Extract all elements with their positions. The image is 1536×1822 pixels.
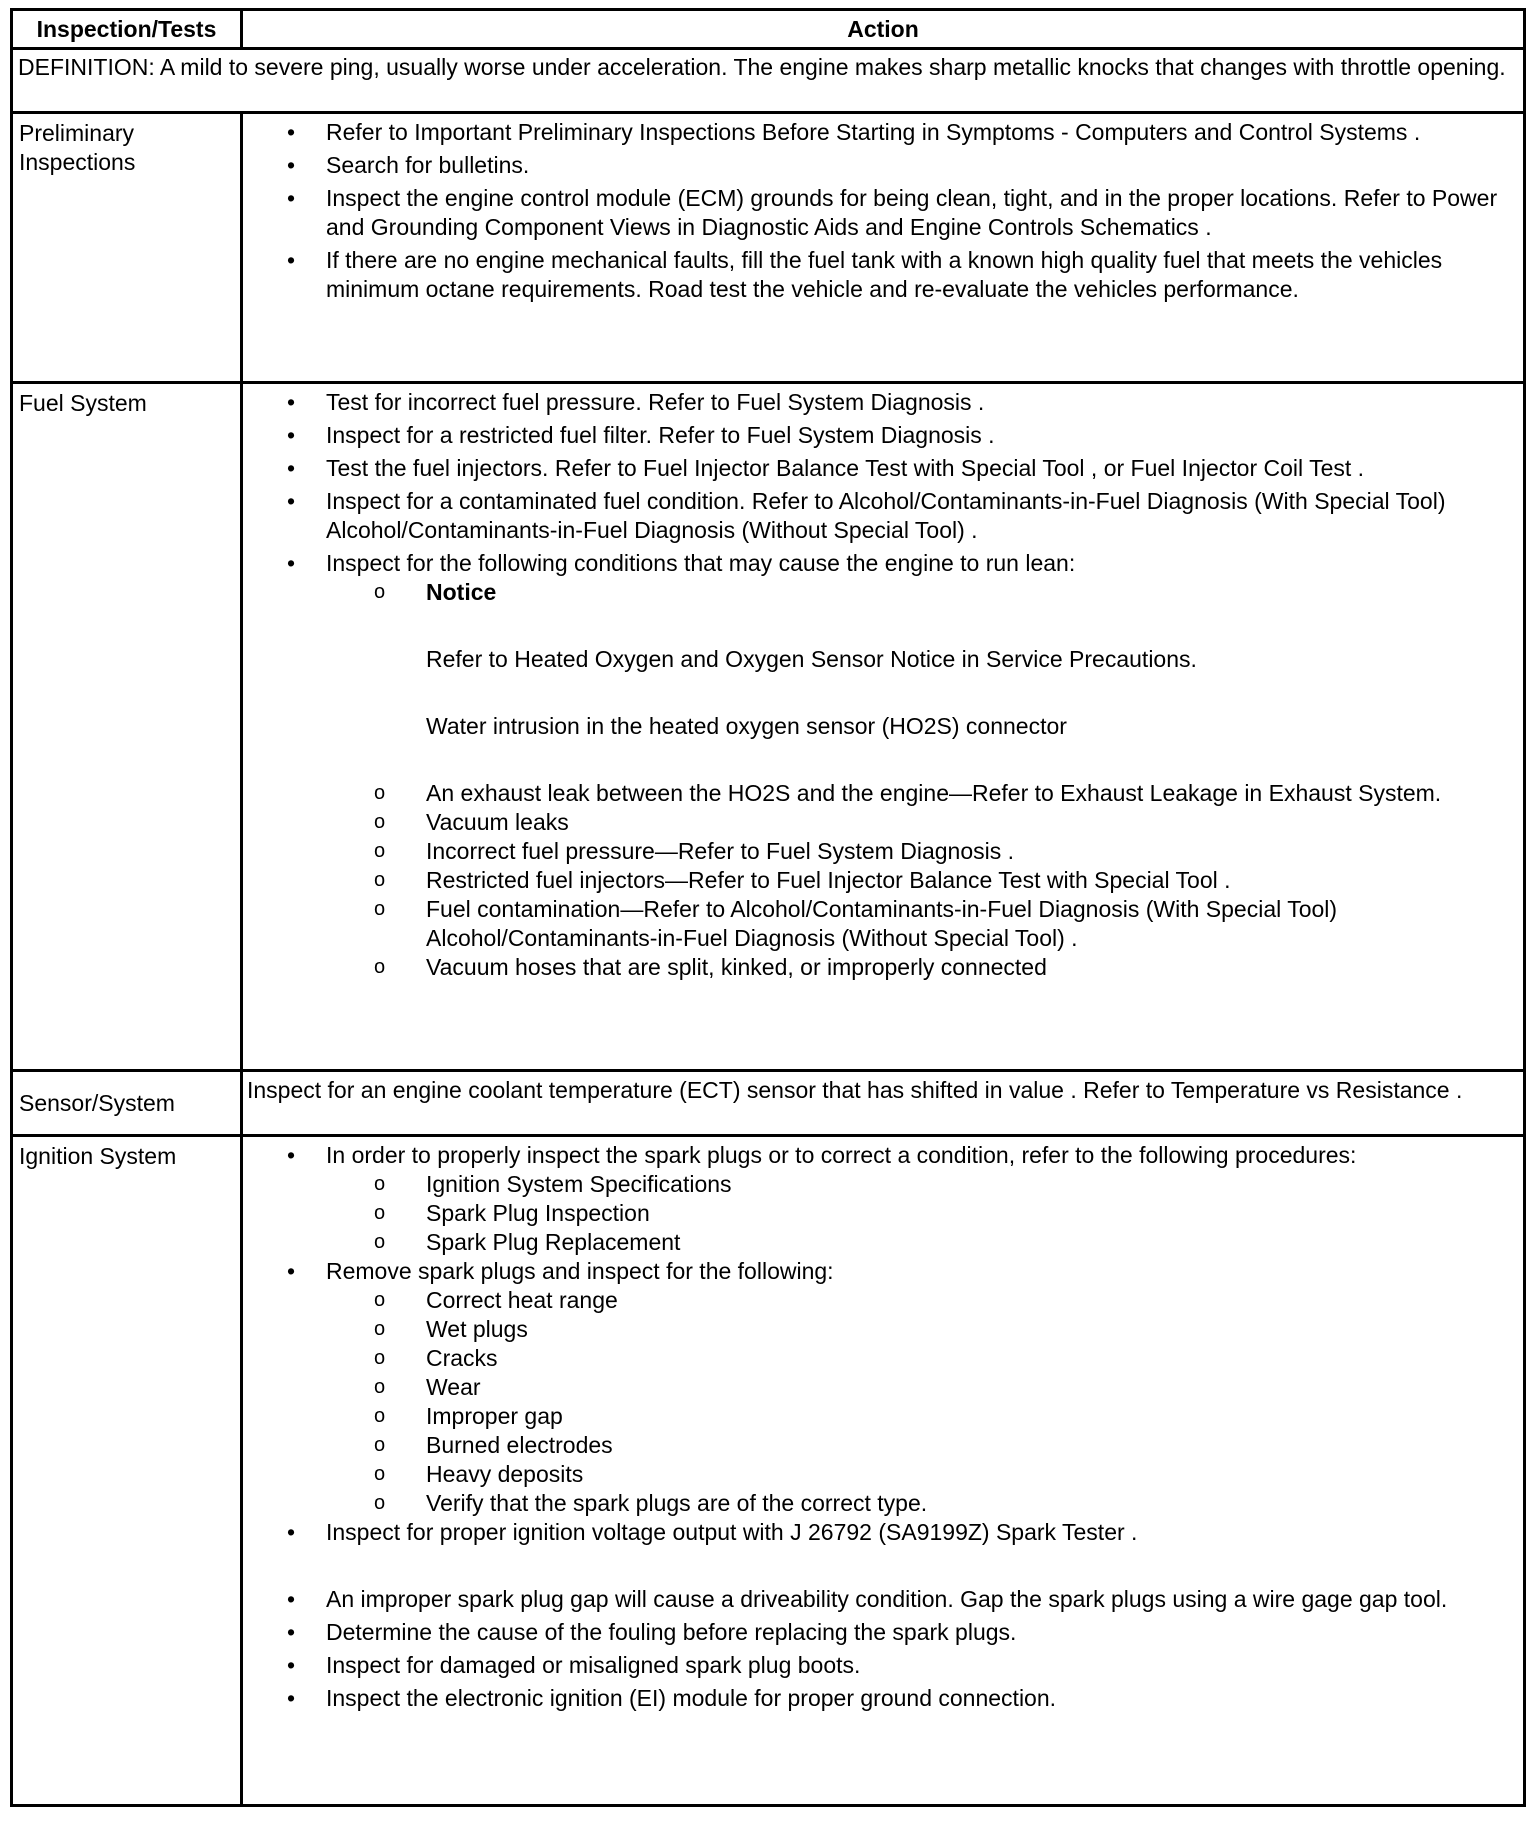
- list-item: o Cracks: [374, 1345, 498, 1371]
- list-item: • Remove spark plugs and inspect for the following: o Correct heat range o Wet plugs o Cracks o Wear o Improper gap o Burned electrodes o Heavy deposits o Verify that the spark plugs are of the correct type.: [243, 1257, 1519, 1518]
- list-item: o Wear: [374, 1374, 481, 1400]
- table-row: [12, 1071, 1525, 1136]
- list-item: o Fuel contamination—Refer to Alcohol/Contaminants-in-Fuel Diagnosis (With Special Tool) Alcohol/Contaminants-in-Fuel Diagnosis (Without Special Tool) .: [374, 896, 1338, 951]
- row-label-preliminary: Preliminary Inspections: [12, 113, 242, 383]
- header-action: Action: [242, 10, 1525, 49]
- list-item: o Correct heat range: [374, 1287, 618, 1313]
- list-item: o Vacuum leaks: [374, 809, 569, 835]
- list-item: o An exhaust leak between the HO2S and the engine—Refer to Exhaust Leakage in Exhaust System.: [374, 780, 1442, 806]
- table-header-row: [12, 10, 1525, 49]
- sensor-system-action: Inspect for an engine coolant temperature (ECT) sensor that has shifted in value . Refer to Temperature vs Resistance .: [242, 1071, 1525, 1136]
- notice-text: Refer to Heated Oxygen and Oxygen Sensor Notice in Service Precautions.: [426, 646, 1197, 672]
- notice-item: o Notice Refer to Heated Oxygen and Oxygen Sensor Notice in Service Precautions. Water intrusion in the heated oxygen sensor (HO2S) connector: [326, 578, 1519, 741]
- list-item: o Heavy deposits: [374, 1461, 584, 1487]
- list-item: • Inspect the engine control module (ECM) grounds for being clean, tight, and in the proper locations. Refer to Power and Grounding Component Views in Diagnostic Aids and Engine Controls Schematics .: [287, 185, 1498, 240]
- table-row: [12, 113, 1525, 383]
- header-inspection-tests: Inspection/Tests: [12, 10, 242, 49]
- list-item: • Test the fuel injectors. Refer to Fuel Injector Balance Test with Special Tool , or Fuel Injector Coil Test .: [287, 455, 1365, 481]
- spark-knock-table: [10, 8, 1526, 1807]
- table-row: [12, 1136, 1525, 1806]
- diagnostic-table-page: [10, 8, 1526, 1807]
- list-item: • Refer to Important Preliminary Inspections Before Starting in Symptoms - Computers and Control Systems .: [287, 119, 1421, 145]
- list-item: o Ignition System Specifications: [374, 1171, 732, 1197]
- list-item: • An improper spark plug gap will cause a driveability condition. Gap the spark plugs using a wire gage gap tool.: [287, 1586, 1448, 1612]
- water-intrusion-text: Water intrusion in the heated oxygen sensor (HO2S) connector: [426, 713, 1067, 739]
- list-item: o Spark Plug Inspection: [374, 1200, 650, 1226]
- list-item: • Test for incorrect fuel pressure. Refer to Fuel System Diagnosis .: [287, 389, 985, 415]
- list-item: • Inspect for damaged or misaligned spark plug boots.: [287, 1652, 861, 1678]
- list-item: • Determine the cause of the fouling before replacing the spark plugs.: [287, 1619, 1017, 1645]
- list-item: • In order to properly inspect the spark plugs or to correct a condition, refer to the following procedures: o Ignition System Specifications o Spark Plug Inspection o Spark Plug Replacement: [243, 1141, 1519, 1257]
- list-item: o Improper gap: [374, 1403, 563, 1429]
- definition-text: DEFINITION: A mild to severe ping, usually worse under acceleration. The engine makes sharp metallic knocks that changes with throttle opening.: [12, 49, 1525, 113]
- notice-title: Notice: [426, 579, 497, 605]
- list-item: o Restricted fuel injectors—Refer to Fuel Injector Balance Test with Special Tool .: [374, 867, 1231, 893]
- list-item: • Search for bulletins.: [287, 152, 530, 178]
- list-item: • If there are no engine mechanical faults, fill the fuel tank with a known high quality fuel that meets the vehicles minimum octane requirements. Road test the vehicle and re-evaluate the vehicles performance.: [287, 247, 1443, 302]
- row-label-fuel-system: Fuel System: [12, 383, 242, 1071]
- row-label-ignition-system: Ignition System: [12, 1136, 242, 1806]
- list-item: • Inspect for the following conditions that may cause the engine to run lean: o Notice Refer to Heated Oxygen and Oxygen Sensor Notice in Service Precautions. Water intrusion in the heated oxygen sensor (HO2S) connector o An exhaust leak between the HO2S and the engine—Refer to Exhaust Leakage in Exhaust System. o Vacuum leaks o Incorrect fuel pressure—Refer to Fuel System Diagnosis . o Restricted fuel injectors—Refer to Fuel Injector Balance Test with Special Tool . o Fuel contamination—Refer to Alcohol/Contaminants-in-Fuel Diagnosis (With Special Tool) Alcohol/Contaminants-in-Fuel Diagnosis (Without Special Tool) . o Vacuum hoses that are split, kinked, or improperly connected: [243, 549, 1519, 982]
- list-item: o Vacuum hoses that are split, kinked, or improperly connected: [374, 954, 1047, 980]
- list-item: • Inspect for a restricted fuel filter. Refer to Fuel System Diagnosis .: [287, 422, 995, 448]
- definition-row: [12, 49, 1525, 113]
- list-item: o Verify that the spark plugs are of the correct type.: [374, 1490, 928, 1516]
- fuel-system-actions: [242, 383, 1525, 1071]
- list-item: • Inspect the electronic ignition (EI) module for proper ground connection.: [287, 1685, 1057, 1711]
- list-item: o Spark Plug Replacement: [374, 1229, 681, 1255]
- list-item: o Wet plugs: [374, 1316, 528, 1342]
- preliminary-actions: [242, 113, 1525, 383]
- list-item: • Inspect for proper ignition voltage output with J 26792 (SA9199Z) Spark Tester .: [287, 1519, 1138, 1545]
- ignition-system-actions: [242, 1136, 1525, 1806]
- row-label-sensor-system: Sensor/System: [12, 1071, 242, 1136]
- list-item: o Burned electrodes: [374, 1432, 613, 1458]
- table-row: [12, 383, 1525, 1071]
- list-item: • Inspect for a contaminated fuel condition. Refer to Alcohol/Contaminants-in-Fuel Diagnosis (With Special Tool) Alcohol/Contaminants-in-Fuel Diagnosis (Without Special Tool) .: [287, 488, 1446, 543]
- list-item: o Incorrect fuel pressure—Refer to Fuel System Diagnosis .: [374, 838, 1015, 864]
